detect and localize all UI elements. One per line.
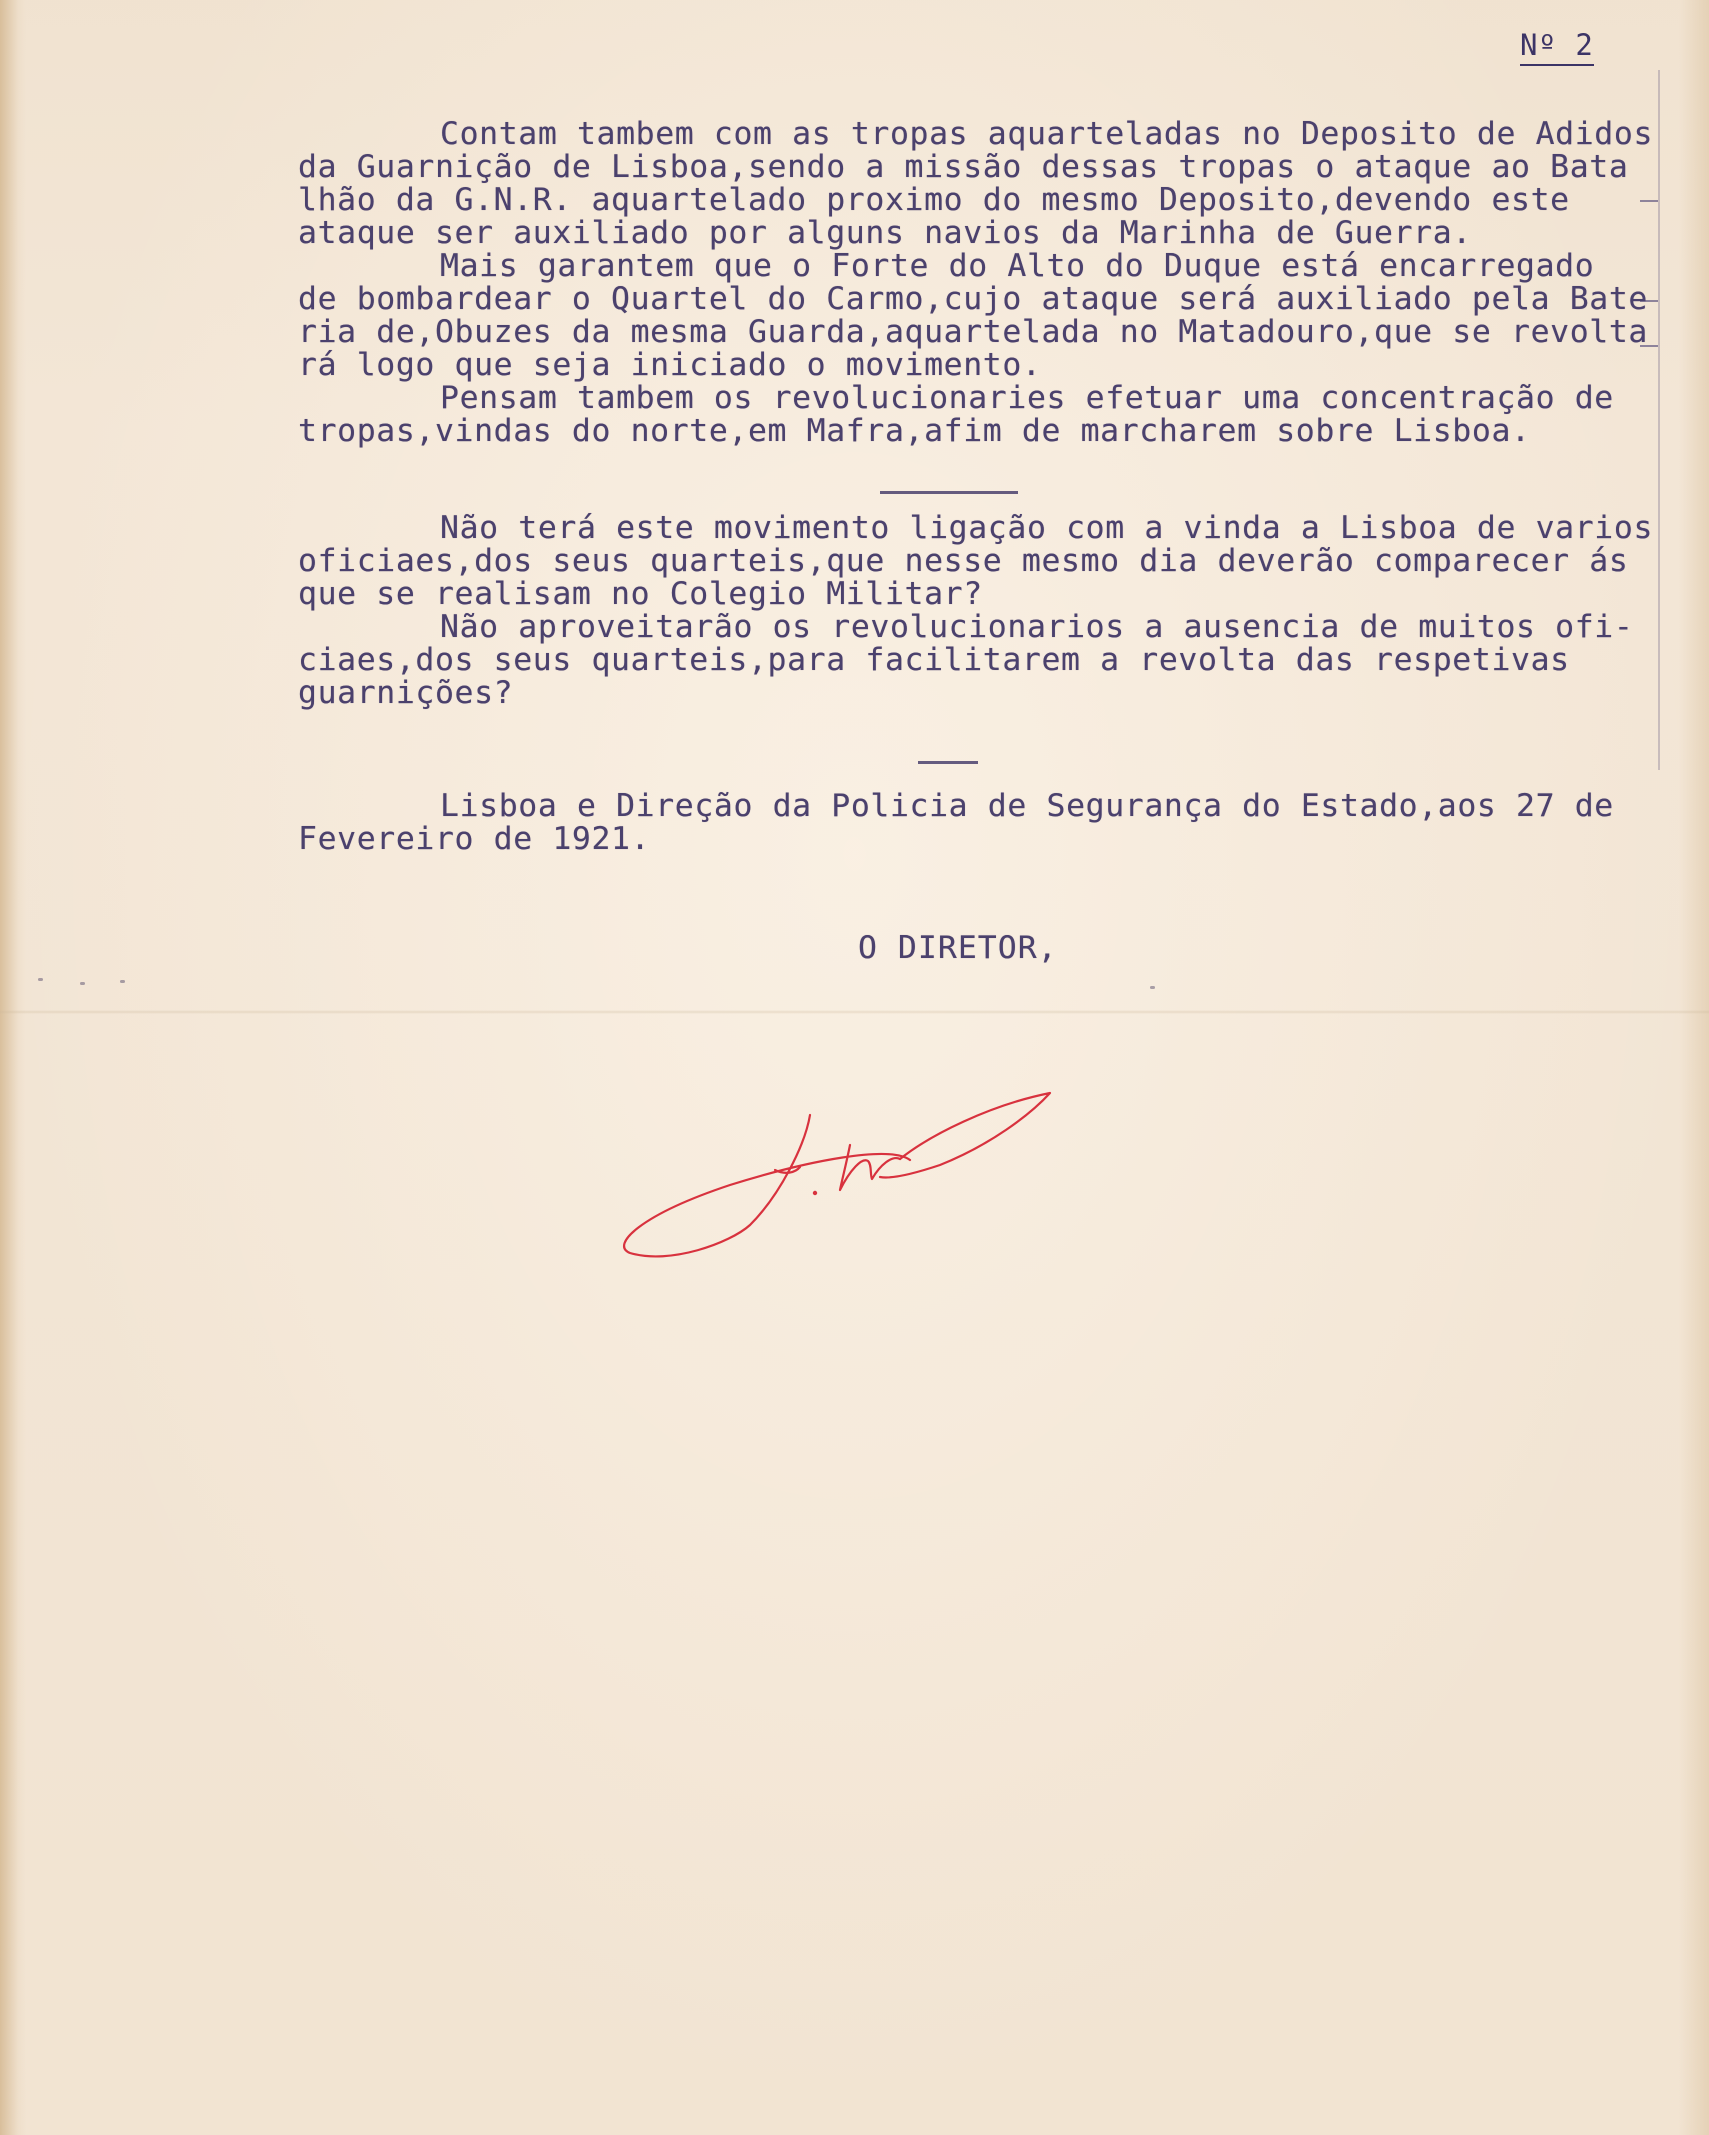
paper-fold — [0, 1010, 1709, 1014]
text-line: Contam tambem com as tropas aquarteladas no Deposito de Adidos — [440, 116, 1654, 152]
paper-speck — [80, 982, 85, 985]
text-line: oficiaes,dos seus quarteis,que nesse mesmo dia deverão comparecer ás — [298, 543, 1629, 579]
text-line: ria de,Obuzes da mesma Guarda,aquartelada no Matadouro,que se revolta — [298, 314, 1648, 350]
paragraph — [298, 118, 1688, 250]
section-divider — [880, 491, 1018, 494]
text-line: guarnições? — [298, 675, 514, 711]
text-line: da Guarnição de Lisboa,sendo a missão dessas tropas o ataque ao Bata — [298, 149, 1629, 185]
text-line: que se realisam no Colegio Militar? — [298, 576, 983, 612]
text-line: lhão da G.N.R. aquartelado proximo do mesmo Deposito,devendo este — [298, 182, 1570, 218]
text-line: ciaes,dos seus quarteis,para facilitarem a revolta das respetivas — [298, 642, 1570, 678]
closing-line: Fevereiro de 1921. — [298, 821, 651, 857]
paper-speck — [120, 980, 125, 983]
signatory-title: O DIRETOR, — [858, 930, 1058, 966]
paragraph — [298, 382, 1688, 448]
closing-block — [298, 790, 1614, 856]
section-divider — [918, 761, 978, 764]
handwritten-signature — [610, 1075, 1060, 1275]
paper-speck — [38, 978, 43, 981]
paragraph — [298, 611, 1688, 710]
text-line: Mais garantem que o Forte do Alto do Duque está encarregado — [440, 248, 1595, 284]
paper-edge-left — [0, 0, 26, 2135]
paragraph — [298, 512, 1688, 611]
text-line: de bombardear o Quartel do Carmo,cujo ataque será auxiliado pela Bate — [298, 281, 1648, 317]
page-number: Nº 2 — [1520, 28, 1594, 66]
text-line: tropas,vindas do norte,em Mafra,afim de marcharem sobre Lisboa. — [298, 413, 1531, 449]
text-line: Não terá este movimento ligação com a vinda a Lisboa de varios — [440, 510, 1654, 546]
paragraph — [298, 250, 1688, 382]
paper-speck — [1150, 986, 1155, 989]
text-line: Não aproveitarão os revolucionarios a ausencia de muitos ofi- — [440, 609, 1634, 645]
text-line: rá logo que seja iniciado o movimento. — [298, 347, 1042, 383]
text-line: ataque ser auxiliado por alguns navios da Marinha de Guerra. — [298, 215, 1472, 251]
text-line: Pensam tambem os revolucionaries efetuar uma concentração de — [440, 380, 1614, 416]
closing-line: Lisboa e Direção da Policia de Segurança do Estado,aos 27 de — [440, 788, 1614, 824]
document-body — [298, 118, 1688, 710]
